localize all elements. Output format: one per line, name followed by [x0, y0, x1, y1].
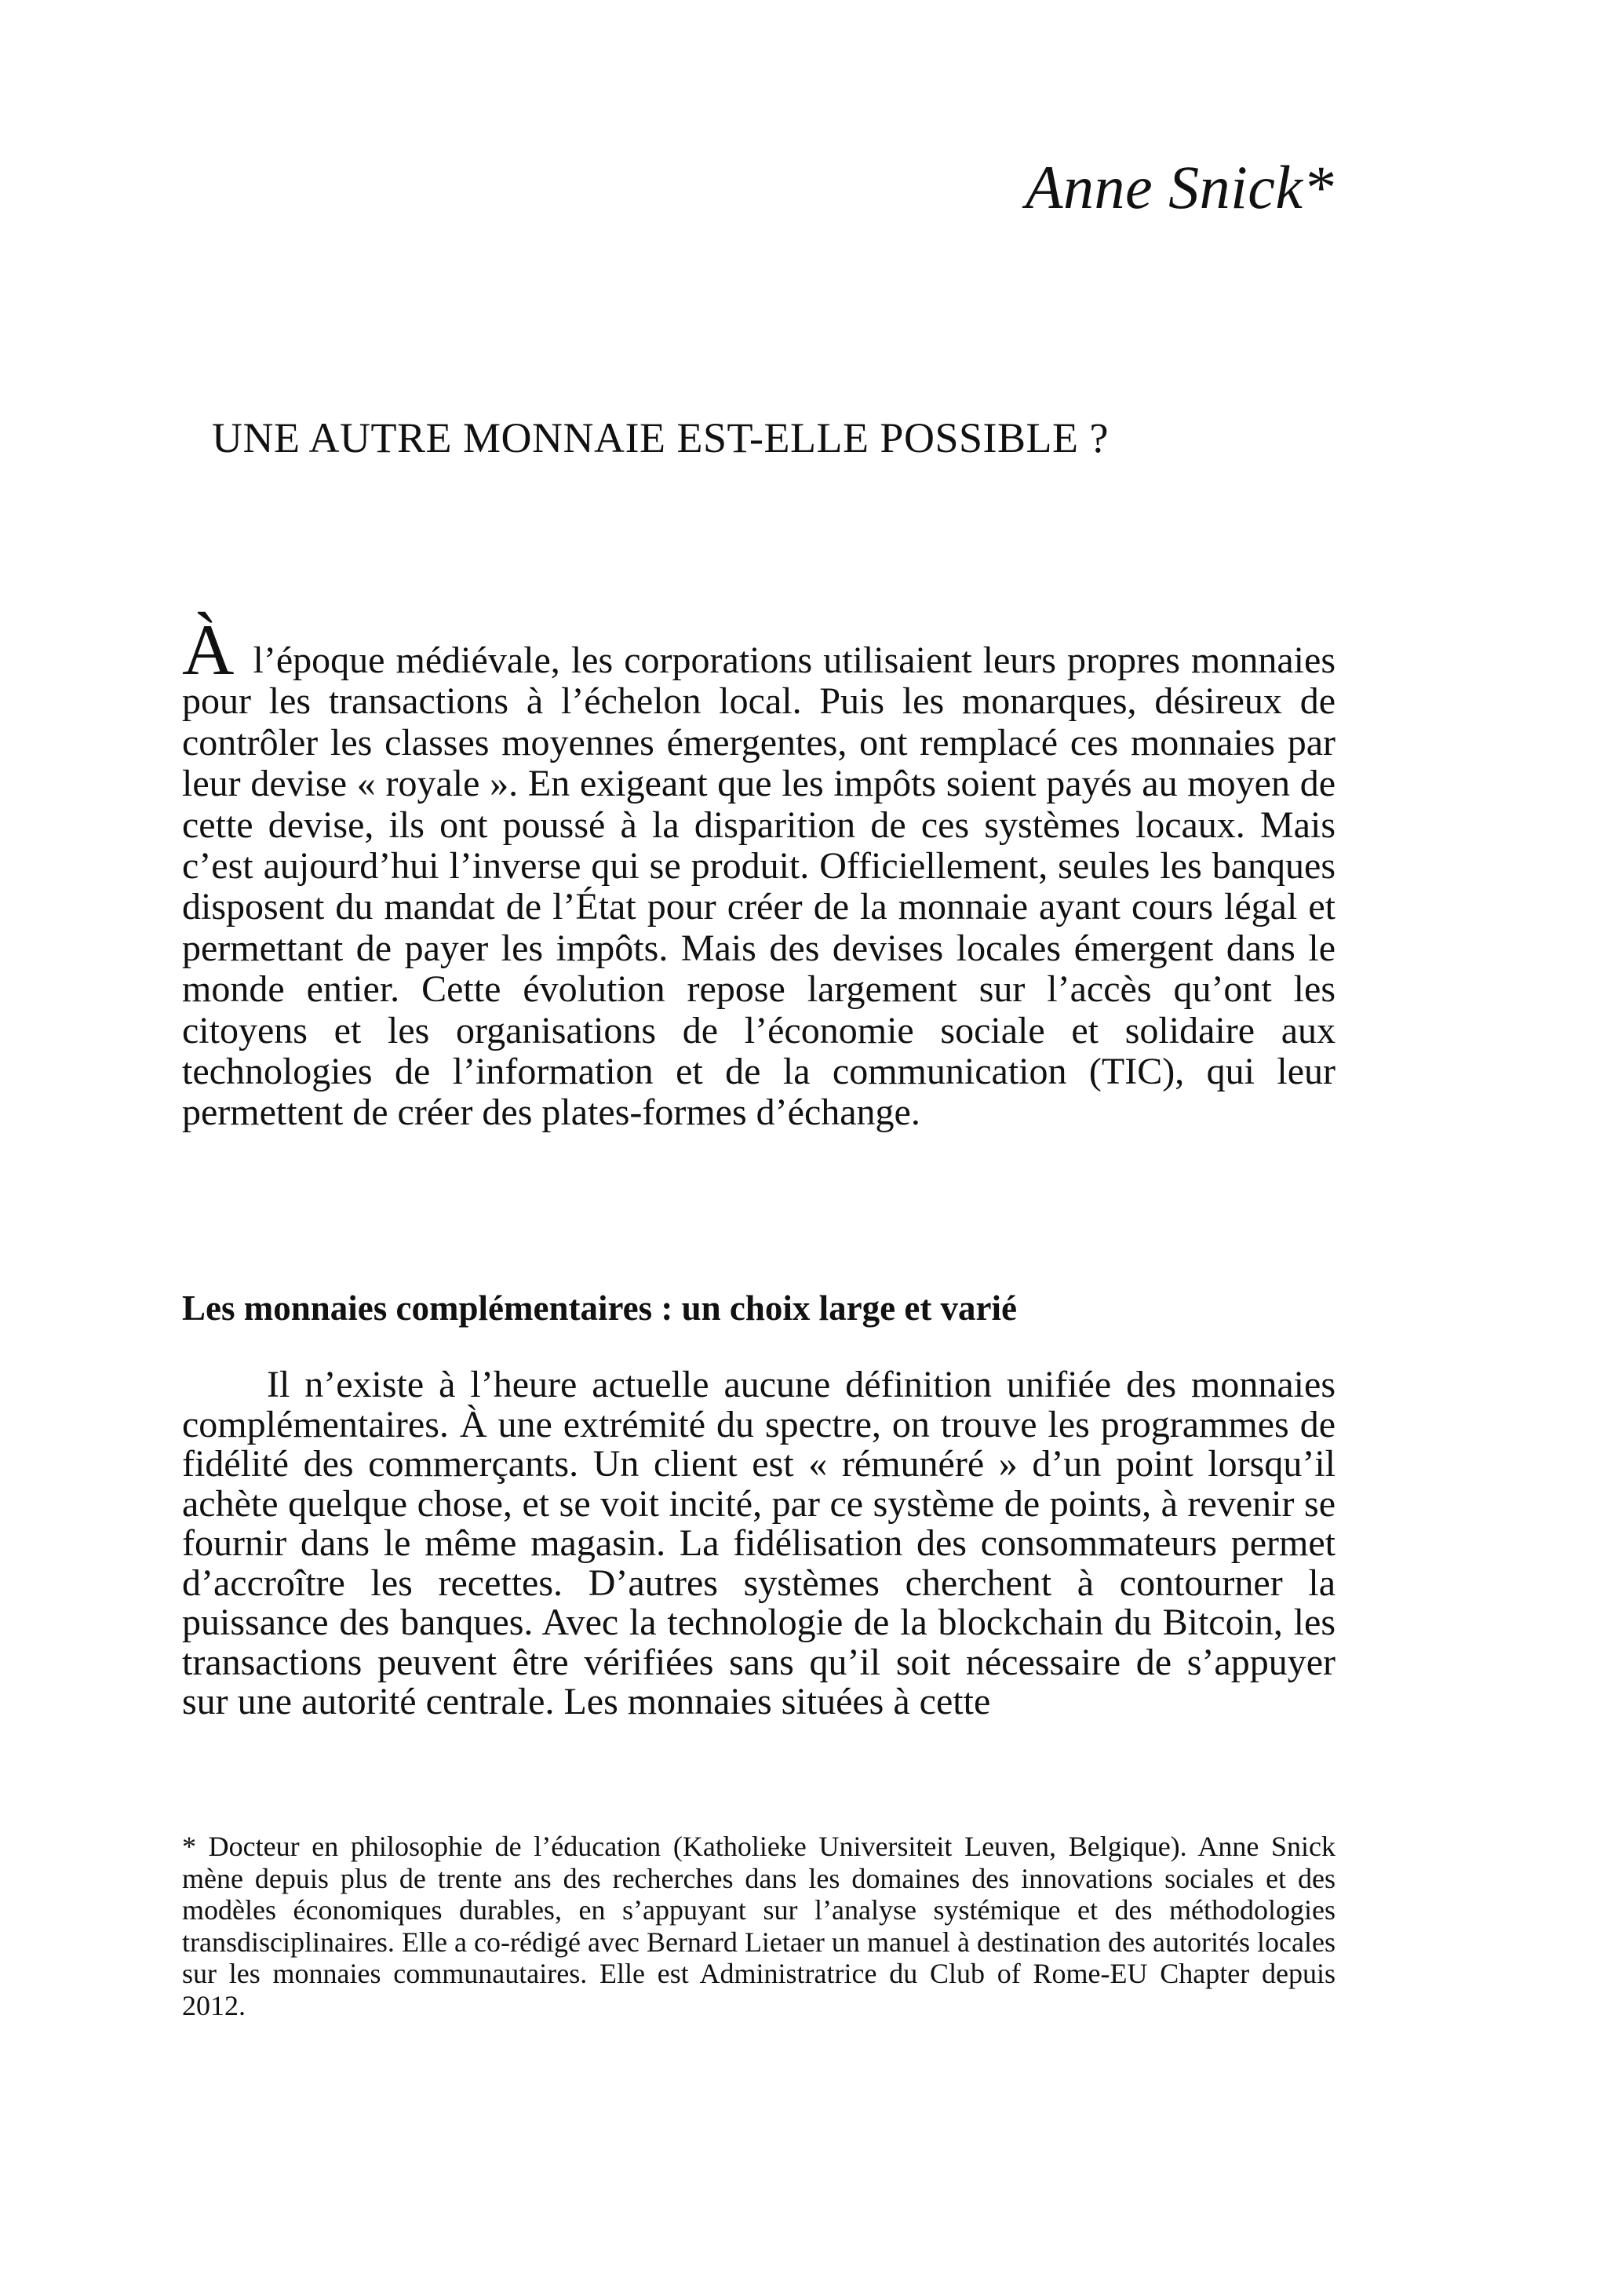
section-heading: Les monnaies complémentaires : un choix large et varié	[182, 1288, 1018, 1328]
author-name: Anne Snick*	[1025, 153, 1334, 221]
article-title: UNE AUTRE MONNAIE EST-ELLE POSSIBLE ?	[212, 414, 1109, 461]
intro-paragraph	[182, 610, 1336, 1134]
intro-text: l’époque médiévale, les corporations utilisaient leurs propres monnaies pour les transactions à l’échelon local. Puis les monarques, désireux de contrôler les classes moyennes émergentes, ont remplacé ces monnaies par leur devise « royale ». En exigeant que les impôts soient payés au moyen de cette devise, ils ont poussé à la disparition de ces systèmes locaux. Mais c’est aujourd’hui l’inverse qui se produit. Officiellement, seules les banques disposent du mandat de l’État pour créer de la monnaie ayant cours légal et permettant de payer les impôts. Mais des devises locales émergent dans le monde entier. Cette évolution repose largement sur l’accès qu’ont les citoyens et les organisations de l’économie sociale et solidaire aux technologies de l’information et de la communication (TIC), qui leur permettent de créer des plates-formes d’échange.	[182, 640, 1336, 1134]
drop-cap: À	[182, 610, 235, 690]
author-footnote: * Docteur en philosophie de l’éducation (Katholieke Universiteit Leuven, Belgique). Anne Snick mène depuis plus de trente ans des recherches dans les domaines des innovations sociales et des modèles économiques durables, en s’appuyant sur l’analyse systémique et des méthodologies transdisciplinaires. Elle a co-rédigé avec Bernard Lietaer un manuel à destination des autorités locales sur les monnaies communautaires. Elle est Administratrice du Club of Rome-EU Chapter depuis 2012.	[182, 1831, 1336, 2021]
section-paragraph: Il n’existe à l’heure actuelle aucune définition unifiée des monnaies complémentaires. À une extrémité du spectre, on trouve les programmes de fidélité des commerçants. Un client est « rémunéré » d’un point lorsqu’il achète quelque chose, et se voit incité, par ce système de points, à revenir se fournir dans le même magasin. La fidélisation des consommateurs permet d’accroître les recettes. D’autres systèmes cherchent à contourner la puissance des banques. Avec la technologie de la blockchain du Bitcoin, les transactions peuvent être vérifiées sans qu’il soit nécessaire de s’appuyer sur une autorité centrale. Les monnaies situées à cette	[182, 1364, 1336, 1722]
